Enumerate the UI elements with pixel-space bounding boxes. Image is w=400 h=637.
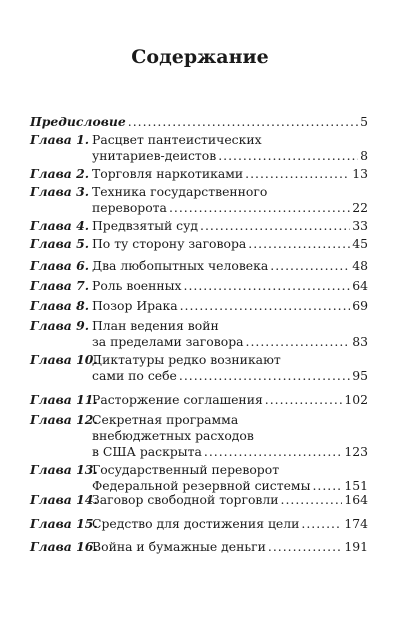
entry-title-line: Торговля наркотиками bbox=[92, 166, 244, 181]
entry-title-line: в США раскрыта bbox=[92, 444, 202, 459]
page-number: 64 bbox=[352, 278, 368, 293]
entry-title-line: По ту сторону заговора bbox=[92, 236, 247, 251]
dot-leader bbox=[218, 148, 358, 164]
chapter-number: Глава 16. bbox=[30, 539, 98, 554]
chapter-number: Глава 14. bbox=[30, 492, 98, 507]
toc-entry[interactable] bbox=[30, 114, 368, 130]
toc-title: Содержание bbox=[131, 46, 269, 68]
chapter-number: Глава 4. bbox=[30, 218, 90, 233]
dot-leader bbox=[180, 298, 351, 314]
chapter-number: Глава 11. bbox=[30, 392, 98, 407]
page-number: 13 bbox=[352, 166, 368, 181]
dot-leader bbox=[245, 166, 350, 182]
entry-title-line: Позор Ирака bbox=[92, 298, 178, 313]
chapter-number: Глава 12. bbox=[30, 412, 98, 427]
entry-title-line: Расторжение соглашения bbox=[92, 392, 263, 407]
chapter-number: Глава 1. bbox=[30, 132, 90, 147]
chapter-number: Глава 7. bbox=[30, 278, 90, 293]
entry-title-line: План ведения войн bbox=[92, 318, 219, 333]
page-number: 69 bbox=[352, 298, 368, 313]
entry-title-line: Диктатуры редко возникают bbox=[92, 352, 281, 367]
dot-leader bbox=[301, 516, 342, 532]
entry-title-line: Война и бумажные деньги bbox=[92, 539, 266, 554]
chapter-number: Глава 15. bbox=[30, 516, 98, 531]
entry-title-line: Роль военных bbox=[92, 278, 182, 293]
chapter-number: Глава 9. bbox=[30, 318, 90, 333]
entry-title-line: унитариев-деистов bbox=[92, 148, 217, 163]
entry-title-line: Секретная программа bbox=[92, 412, 239, 427]
chapter-number: Глава 3. bbox=[30, 184, 90, 199]
dot-leader bbox=[200, 218, 350, 234]
entry-title-line: Государственный переворот bbox=[92, 462, 280, 477]
chapter-number: Глава 2. bbox=[30, 166, 90, 181]
page-number: 95 bbox=[352, 368, 368, 383]
chapter-number: Глава 5. bbox=[30, 236, 90, 251]
entry-title-line: Федеральной резервной системы bbox=[92, 478, 311, 493]
page-number: 33 bbox=[352, 218, 368, 233]
entry-title-line: Расцвет пантеистических bbox=[92, 132, 262, 147]
chapter-number: Глава 6. bbox=[30, 258, 90, 273]
entry-title-line: внебюджетных расходов bbox=[92, 428, 254, 443]
dot-leader bbox=[281, 492, 343, 508]
page-number: 5 bbox=[360, 114, 368, 129]
dot-leader bbox=[169, 200, 350, 216]
page-number: 191 bbox=[344, 539, 368, 554]
dot-leader bbox=[184, 278, 351, 294]
dot-leader bbox=[128, 114, 358, 130]
entry-title-line: Техника государственного bbox=[92, 184, 268, 199]
chapter-number: Глава 10. bbox=[30, 352, 98, 367]
page-number: 102 bbox=[344, 392, 368, 407]
entry-title-line: Два любопытных человека bbox=[92, 258, 269, 273]
entry-label: Предисловие bbox=[30, 114, 126, 129]
chapter-number: Глава 8. bbox=[30, 298, 90, 313]
page-number: 8 bbox=[360, 148, 368, 163]
dot-leader bbox=[270, 258, 350, 274]
entry-title-line: переворота bbox=[92, 200, 167, 215]
page-number: 164 bbox=[344, 492, 368, 507]
page-number: 174 bbox=[344, 516, 368, 531]
page-number: 83 bbox=[352, 334, 368, 349]
dot-leader bbox=[179, 368, 350, 384]
dot-leader bbox=[246, 334, 351, 350]
entry-title-line: Средство для достижения цели bbox=[92, 516, 300, 531]
chapter-number: Глава 13. bbox=[30, 462, 98, 477]
dot-leader bbox=[265, 392, 343, 408]
entry-title-line: сами по себе bbox=[92, 368, 177, 383]
page-number: 151 bbox=[344, 478, 368, 493]
dot-leader bbox=[268, 539, 342, 555]
entry-title-line: Предвзятый суд bbox=[92, 218, 199, 233]
entry-title-line: за пределами заговора bbox=[92, 334, 244, 349]
dot-leader bbox=[204, 444, 342, 460]
entry-title-line: Заговор свободной торговли bbox=[92, 492, 279, 507]
page-number: 45 bbox=[352, 236, 368, 251]
page-number: 123 bbox=[344, 444, 368, 459]
page-number: 48 bbox=[352, 258, 368, 273]
dot-leader bbox=[248, 236, 350, 252]
page-number: 22 bbox=[352, 200, 368, 215]
